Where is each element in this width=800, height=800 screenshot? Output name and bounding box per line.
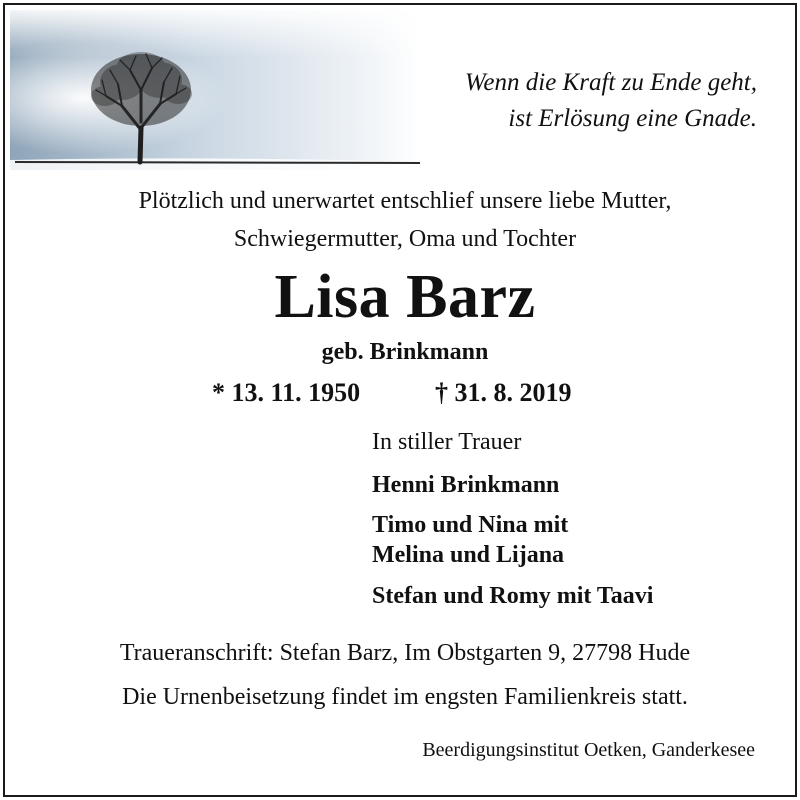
obituary-frame [3, 3, 797, 797]
quote [465, 65, 757, 137]
funeral-home: Beerdigungsinstitut Oetken, Ganderkesee [422, 739, 755, 761]
intro-text [5, 182, 797, 258]
lone-tree-icon [10, 10, 420, 170]
mourner-name: Melina und Lijana [372, 542, 565, 568]
mourner-name: Stefan und Romy mit Taavi [372, 583, 654, 609]
intro-line-1: Plötzlich und unerwartet entschlief unsere liebe Mutter, [138, 188, 672, 214]
birth-name: geb. Brinkmann [321, 339, 489, 365]
mourner-list [372, 467, 653, 613]
quote-line-1: Wenn die Kraft zu Ende geht, [464, 69, 757, 96]
burial-notice: Die Urnenbeisetzung findet im engsten Familienkreis statt. [122, 684, 688, 710]
quote-line-2: ist Erlösung eine Gnade. [508, 105, 757, 132]
deceased-name: Lisa Barz [274, 263, 536, 331]
birth-date: * 13. 11. 1950 [212, 378, 361, 407]
mourner-name: Timo und Nina mit [372, 512, 569, 538]
mourning-heading: In stiller Trauer [372, 429, 522, 455]
intro-line-2: Schwiegermutter, Oma und Tochter [233, 226, 577, 252]
death-date: † 31. 8. 2019 [435, 378, 572, 407]
mourner-name: Henni Brinkmann [372, 472, 560, 498]
mourning-address: Traueranschrift: Stefan Barz, Im Obstgarten 9, 27798 Hude [119, 640, 691, 666]
